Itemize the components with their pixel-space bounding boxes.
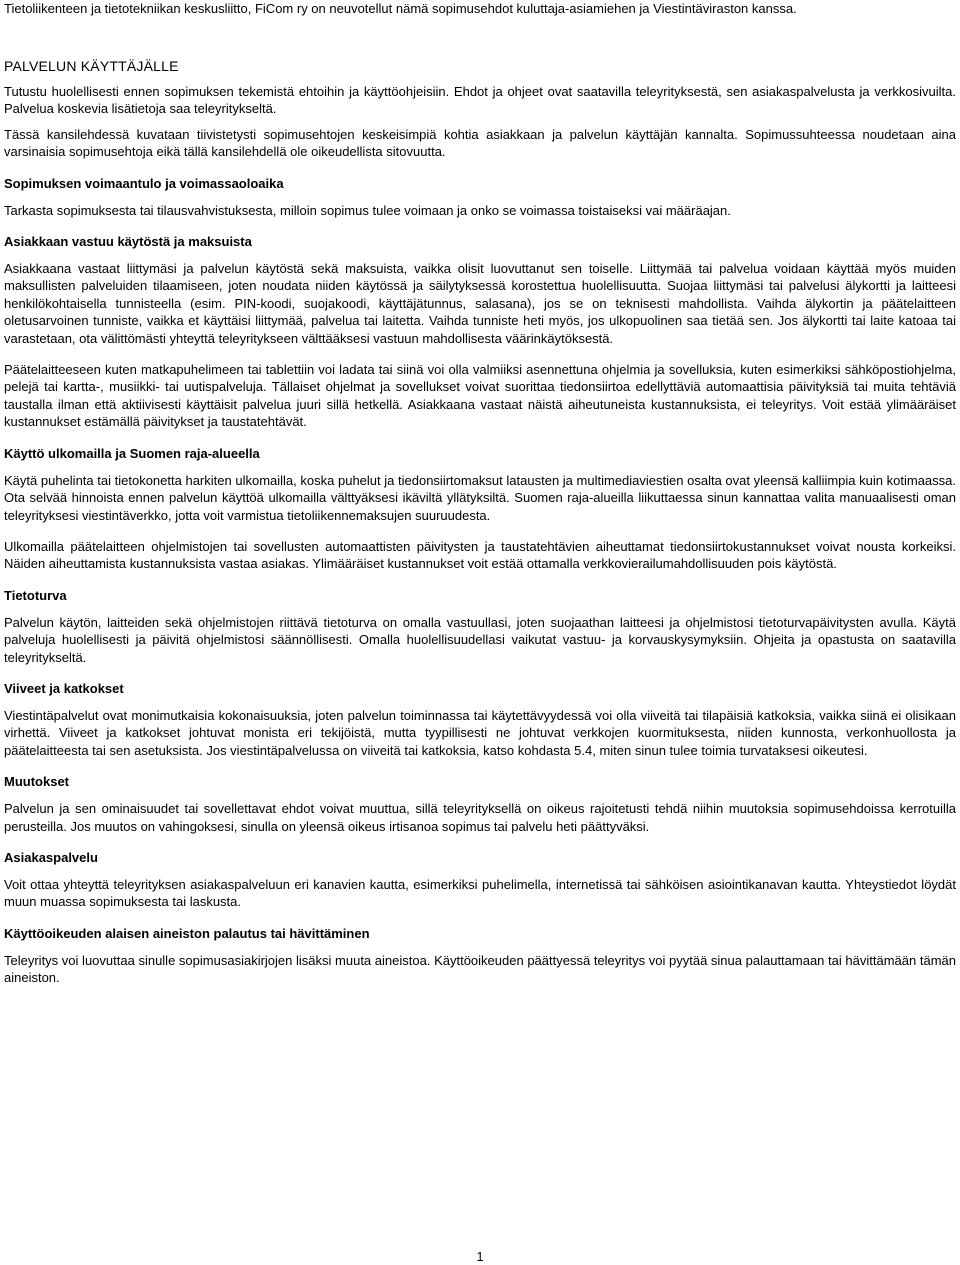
section	[4, 587, 956, 666]
section-paragraph: Palvelun käytön, laitteiden sekä ohjelmistojen riittävä tietoturva on omalla vastuullasi, joten suojaathan laitteesi ja ohjelmistosi tietoturvapäivitysten avulla. Käytä palveluja huolellisesti ja päivitä ohjelmistosi säännöllisesti. Omalla huolellisuudellasi vaikutat vastuu- ja korvauskysymyksiin. Ohjeita ja opastusta on saatavilla teleyritykseltä.	[4, 614, 956, 665]
section-title: Tietoturva	[4, 587, 67, 603]
section	[4, 680, 956, 759]
section-title: Asiakkaan vastuu käytöstä ja maksuista	[4, 234, 252, 250]
section-paragraph: Päätelaitteeseen kuten matkapuhelimeen tai tablettiin voi ladata tai siinä voi olla valmiiksi asennettuna ohjelmia ja sovelluksia, kuten esimerkiksi sähköpostiohjelma, pelejä tai kartta-, musiikki- tai uutispalveluja. Tällaiset ohjelmat ja sovellukset voivat suorittaa tiedonsiirtoa edellyttäviä automaattisia päivityksiä tai muita tehtäviä taustalla ilman että aktiivisesti käyttäisit palvelua juuri sillä hetkellä. Asiakkaana vastaat näistä aiheutuneista kustannuksista, ei teleyritys. Voit estää ylimääräiset kustannukset estämällä päivitykset ja taustatehtävät.	[4, 362, 956, 430]
document-page	[4, 0, 956, 1001]
section-title: Muutokset	[4, 774, 69, 790]
section-paragraph: Teleyritys voi luovuttaa sinulle sopimusasiakirjojen lisäksi muuta aineistoa. Käyttöoikeuden päättyessä teleyritys voi pyytää sinua palauttamaan tai hävittämään tämän aineiston.	[4, 952, 956, 986]
section-paragraph: Viestintäpalvelut ovat monimutkaisia kokonaisuuksia, joten palvelun toiminnassa tai käytettävyydessä voi olla viiveitä tai tilapäisiä katkoksia, vaikka siinä ei olisikaan virhettä. Viiveet ja katkokset johtuvat monista eri tekijöistä, mutta tyypillisesti ne johtuvat verkkojen kuormituksesta, niiden kunnosta, verkonhuollosta ja päätelaitteesta tai sen asetuksista. Jos viestintäpalvelussa on viiveitä tai katkoksia, katso kohdasta 5.4, miten sinun tulee toimia turvataksesi oikeutesi.	[4, 707, 956, 758]
lead-paragraph: Tässä kansilehdessä kuvataan tiivistetysti sopimusehtojen keskeisimpiä kohtia asiakkaan ja palvelun käyttäjän kannalta. Sopimussuhteessa noudetaan aina varsinaisia sopimusehtoja eikä tällä kansilehdellä ole oikeudellista sitovuutta.	[4, 126, 956, 160]
section-title: Asiakaspalvelu	[4, 849, 98, 865]
section	[4, 925, 956, 987]
section-paragraph: Ulkomailla päätelaitteen ohjelmistojen tai sovellusten automaattisten päivitysten ja taustatehtävien aiheuttamat tiedonsiirtokustannukset voivat nousta korkeiksi. Näiden aiheuttamista kustannuksista vastaa asiakas. Ylimääräiset kustannukset voit estää ottamalla verkkovierailumahdollisuuden pois käytöstä.	[4, 538, 956, 572]
section-paragraph: Voit ottaa yhteyttä teleyrityksen asiakaspalveluun eri kanavien kautta, esimerkiksi puhelimella, internetissä tai sähköisen asiointikanavan kautta. Yhteystiedot löydät muun muassa sopimuksesta tai laskusta.	[4, 876, 956, 910]
section	[4, 445, 956, 573]
section-paragraph: Asiakkaana vastaat liittymäsi ja palvelun käytöstä sekä maksuista, vaikka olisit luovuttanut sen toiselle. Liittymää tai palvelua voidaan käyttää myös muiden maksullisten palveluiden tilaamiseen, joten noudata niiden käytössä ja säilytyksessä korostettua huolellisuutta. Suojaa liittymäsi tai palvelusi älykortti ja laitteesi henkilökohtaisella tunnisteella (esim. PIN-koodi, suojakoodi, käyttäjätunnus, salasana), jos se on teknisesti mahdollista. Vaihda älykortin ja päätelaitteen oletusarvoinen tunniste, vaikka et käyttäisi liittymää, palvelua tai laitetta. Vaihda tunniste heti myös, jos ulkopuolinen saa tietää sen. Jos älykortti tai laite katoaa tai varastetaan, ota välittömästi yhteyttä teleyritykseen välttääksesi vastuun mahdollisesta väärinkäytöksestä.	[4, 261, 956, 346]
section-paragraph: Palvelun ja sen ominaisuudet tai sovellettavat ehdot voivat muuttua, sillä teleyrityksellä on oikeus rajoitetusti tehdä niihin muutoksia sopimusehdoissa kerrotuilla perusteilla. Jos muutos on vahingoksesi, sinulla on yleensä oikeus irtisanoa sopimus tai palvelu heti päättyväksi.	[4, 801, 956, 834]
lead-paragraph: Tutustu huolellisesti ennen sopimuksen tekemistä ehtoihin ja käyttöohjeisiin. Ehdot ja ohjeet ovat saatavilla teleyrityksestä, sen asiakaspalvelusta ja verkkosivuilta. Palvelua koskevia lisätietoja saa teleyritykseltä.	[4, 84, 956, 117]
section-paragraph: Käytä puhelinta tai tietokonetta harkiten ulkomailla, koska puhelut ja tiedonsiirtomaksut latausten ja multimediaviestien osalta ovat yleensä kalliimpia kuin kotimaassa. Ota selvää hinnoista ennen palvelun käyttöä ulkomailla välttyäksesi ikäviltä yllätyksiltä. Suomen raja-alueilla liikuttaessa sinun kannattaa valita manuaalisesti oman teleyrityksesi viestintäverkko, jotta voit varmistua tietoliikennemaksujen suuruudesta.	[4, 472, 956, 523]
section-title: Viiveet ja katkokset	[4, 680, 124, 696]
section-title: Käyttö ulkomailla ja Suomen raja-alueella	[4, 445, 260, 461]
section	[4, 849, 956, 911]
page-number: 1	[476, 1249, 484, 1264]
main-heading: PALVELUN KÄYTTÄJÄLLE	[4, 58, 179, 74]
section-title: Käyttöoikeuden alaisen aineiston palautus tai hävittäminen	[4, 925, 370, 941]
intro-line: Tietoliikenteen ja tietotekniikan keskusliitto, FiCom ry on neuvotellut nämä sopimusehdot kuluttaja-asiamiehen ja Viestintäviraston kanssa.	[4, 1, 797, 16]
section-title: Sopimuksen voimaantulo ja voimassaoloaika	[4, 175, 284, 191]
section	[4, 773, 956, 835]
section-paragraph: Tarkasta sopimuksesta tai tilausvahvistuksesta, milloin sopimus tulee voimaan ja onko se voimassa toistaiseksi vai määräajan.	[4, 202, 731, 218]
section	[4, 175, 956, 219]
section	[4, 233, 956, 431]
